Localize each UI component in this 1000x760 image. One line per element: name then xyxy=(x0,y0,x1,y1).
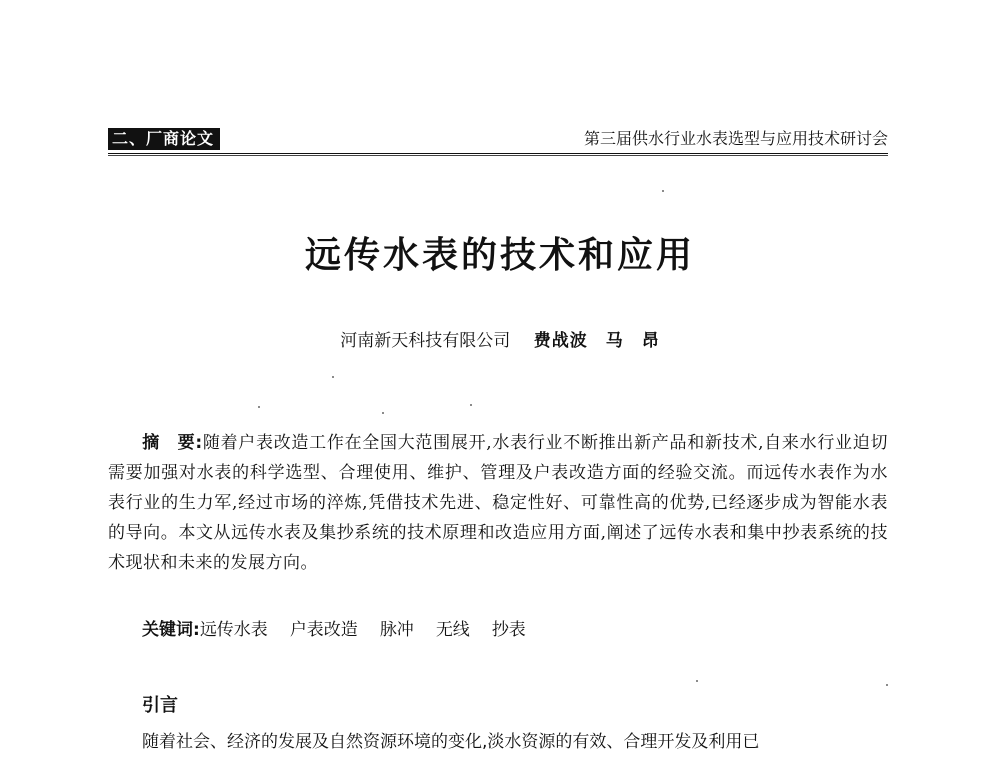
keywords xyxy=(142,618,548,642)
author-line xyxy=(0,330,1000,352)
section-tag: 二、厂商论文 xyxy=(108,128,220,150)
scan-speck xyxy=(332,376,334,378)
abstract xyxy=(108,428,888,578)
abstract-label: 摘 要: xyxy=(142,433,203,453)
scan-speck xyxy=(382,412,384,414)
keywords-label: 关键词: xyxy=(142,620,200,640)
header-rule-thin xyxy=(108,155,888,156)
keyword: 无线 xyxy=(435,620,470,640)
body-paragraph: 随着社会、经济的发展及自然资源环境的变化,淡水资源的有效、合理开发及利用已 xyxy=(142,732,760,752)
keyword: 抄表 xyxy=(491,620,526,640)
section-heading: 引言 xyxy=(142,695,178,716)
keyword: 远传水表 xyxy=(199,620,268,640)
header-rule xyxy=(108,153,888,154)
scan-speck xyxy=(662,190,664,192)
scan-speck xyxy=(886,684,888,686)
abstract-text: 随着户表改造工作在全国大范围展开,水表行业不断推出新产品和新技术,自来水行业迫切需要加强对水表的科学选型、合理使用、维护、管理及户表改造方面的经验交流。而远传水表作为水表行业的生力军,经过市场的淬炼,凭借技术先进、稳定性好、可靠性高的优势,已经逐步成为智能水表的导向。本文从远传水表及集抄系统的技术原理和改造应用方面,阐述了远传水表和集中抄表系统的技术现状和未来的发展方向。 xyxy=(108,433,888,573)
keyword: 户表改造 xyxy=(289,620,358,640)
author-names: 费战波 马 昂 xyxy=(533,331,660,351)
running-header xyxy=(108,128,888,156)
scan-speck xyxy=(696,680,698,682)
scan-speck xyxy=(470,404,472,406)
abstract-paragraph xyxy=(108,428,888,578)
keyword: 脉冲 xyxy=(379,620,414,640)
paper-title: 远传水表的技术和应用 xyxy=(304,235,695,276)
author-affiliation: 河南新天科技有限公司 xyxy=(340,331,511,351)
conference-name: 第三届供水行业水表选型与应用技术研讨会 xyxy=(583,129,888,148)
scan-speck xyxy=(258,406,260,408)
